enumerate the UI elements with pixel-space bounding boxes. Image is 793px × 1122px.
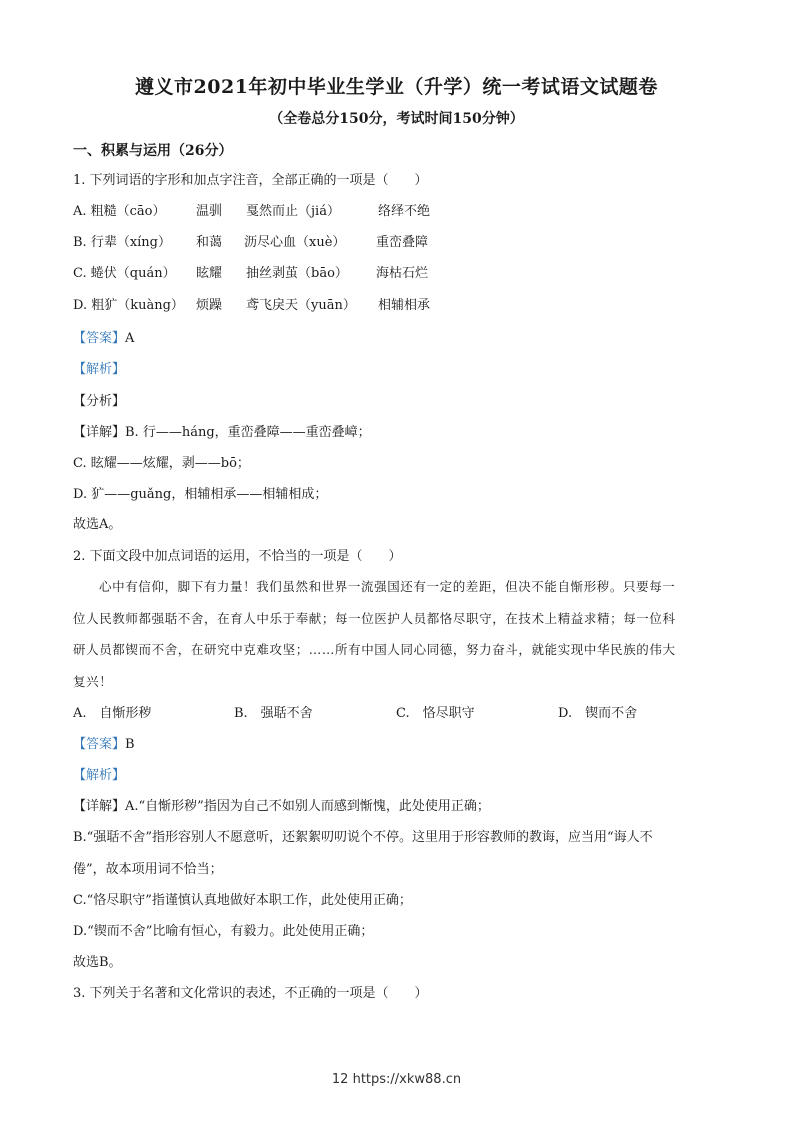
- q2-answer: [73, 736, 135, 754]
- q1-option-d-word3: 鸢飞戾天（yuān）: [246, 298, 356, 313]
- q2-analysis-tag: 【解析】: [73, 768, 126, 783]
- page-subtitle: （全卷总分150分，考试时间150分钟）: [269, 111, 524, 127]
- q2-option-c: C. 恪尽职守: [396, 706, 475, 721]
- q2-stem: 2. 下面文段中加点词语的运用，不恰当的一项是（ ）: [73, 549, 402, 564]
- q2-passage-line: 复兴！: [73, 674, 113, 689]
- q1-stem: 1. 下列词语的字形和加点字注音，全部正确的一项是（ ）: [73, 173, 428, 188]
- q2-detail-line: 故选B。: [73, 955, 122, 970]
- answer-value: B: [125, 737, 135, 752]
- q1-option-a-word1: A. 粗糙（cāo）: [73, 204, 166, 219]
- q1-detail-line: D. 犷——guǎng，相辅相承——相辅相成；: [73, 487, 328, 502]
- q2-detail-line: D.“锲而不舍”比喻有恒心，有毅力。此处使用正确；: [73, 924, 374, 939]
- q1-detail-line: 【详解】B. 行——háng，重峦叠障——重峦叠嶂；: [73, 425, 371, 440]
- q1-option-a-word3: 戛然而止（jiá）: [246, 204, 340, 219]
- q2-option-d: D. 锲而不舍: [558, 706, 638, 721]
- q1-option-d-word2: 烦躁: [196, 298, 223, 313]
- q1-detail-line: 故选A。: [73, 517, 122, 532]
- q1-option-c-word4: 海枯石烂: [376, 266, 429, 281]
- q1-option-c-word3: 抽丝剥茧（bāo）: [246, 266, 348, 281]
- q1-detail-line: C. 眩耀——炫耀，剥——bō；: [73, 456, 250, 471]
- q1-option-b-word3: 沥尽心血（xuè）: [244, 235, 346, 250]
- q2-option-a: A. 自惭形秽: [73, 706, 152, 721]
- q2-option-b: B. 强聒不舍: [234, 706, 313, 721]
- q2-detail-line: 【详解】A.“自惭形秽”指因为自己不如别人而感到惭愧，此处使用正确；: [73, 799, 490, 814]
- q3-stem: 3. 下列关于名著和文化常识的表述，不正确的一项是（ ）: [73, 986, 428, 1001]
- answer-value: A: [125, 331, 135, 346]
- answer-tag: 【答案】: [73, 331, 126, 346]
- page-footer: 12 https://xkw88.cn: [331, 1072, 462, 1087]
- q1-option-b-word4: 重峦叠障: [376, 235, 429, 250]
- q2-detail-line: 倦”，故本项用词不恰当；: [73, 862, 223, 877]
- q2-detail-line: C.“恪尽职守”指谨慎认真地做好本职工作，此处使用正确；: [73, 893, 412, 908]
- q1-answer: [73, 330, 134, 348]
- q1-option-a-word2: 温驯: [196, 204, 223, 219]
- q1-option-a-word4: 络绎不绝: [378, 204, 431, 219]
- q1-option-d-word1: D. 粗犷（kuàng）: [73, 298, 184, 313]
- q1-fenxi-tag: 【分析】: [73, 394, 126, 409]
- q1-option-b-word1: B. 行辈（xíng）: [73, 235, 172, 250]
- q2-detail-line: B.“强聒不舍”指形容别人不愿意听，还絮絮叨叨说个不停。这里用于形容教师的教诲，应当用“诲人不: [73, 830, 653, 845]
- q1-option-c-word2: 眩耀: [196, 266, 223, 281]
- page-title: 遵义市2021年初中毕业生学业（升学）统一考试语文试题卷: [135, 76, 658, 98]
- q2-passage-line: 位人民教师都强聒不舍，在育人中乐于奉献；每一位医护人员都恪尽职守，在技术上精益求精；每一位科: [73, 611, 676, 626]
- q1-option-d-word4: 相辅相承: [378, 298, 431, 313]
- section-heading: 一、积累与运用（26分）: [73, 143, 233, 159]
- q1-option-b-word2: 和蔼: [196, 235, 223, 250]
- q1-option-c-word1: C. 蜷伏（quán）: [73, 266, 176, 281]
- q2-passage-line: 研人员都锲而不舍，在研究中克难攻坚；……所有中国人同心同德，努力奋斗，就能实现中华民族的伟大: [73, 642, 676, 657]
- answer-tag: 【答案】: [73, 737, 126, 752]
- q1-analysis-tag: 【解析】: [73, 362, 126, 377]
- q2-passage-line: 心中有信仰，脚下有力量！我们虽然和世界一流强国还有一定的差距，但决不能自惭形秽。只要每一: [99, 579, 676, 594]
